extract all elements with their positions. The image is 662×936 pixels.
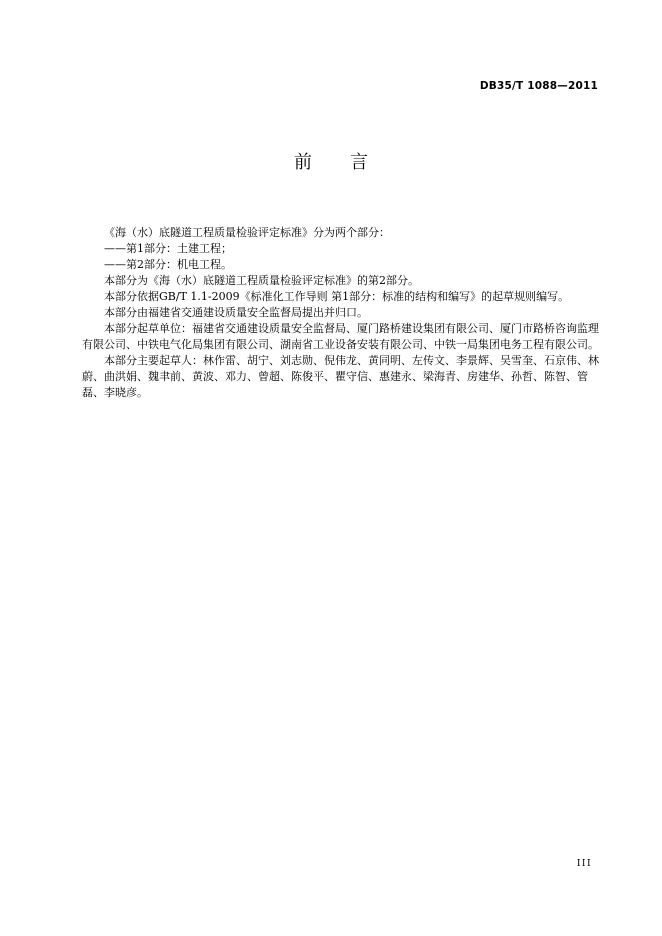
standard-code: DB35/T 1088—2011 <box>479 80 598 92</box>
paragraph-part2: ——第2部分：机电工程。 <box>104 258 232 271</box>
paragraph-drafting-rules: 本部分依据GB/T 1.1-2009《标准化工作导则 第1部分：标准的结构和编写》的起草规则编写。 <box>104 290 570 303</box>
paragraph-proposer: 本部分由福建省交通建设质量安全监督局提出并归口。 <box>104 306 368 319</box>
paragraph-intro: 《海（水）底隧道工程质量检验评定标准》分为两个部分： <box>104 226 390 239</box>
foreword-body <box>82 225 602 401</box>
paragraph-part1: ——第1部分：土建工程； <box>104 242 232 255</box>
paragraph-drafters: 本部分主要起草人：林作雷、胡宁、刘志勋、倪伟龙、黄同明、左传文、李景辉、吴雪奎、石京伟、林蔚、曲洪娟、魏聿前、黄波、邓力、曾超、陈俊平、瞿守信、惠建永、梁海青、房建华、孙哲、陈智、管磊、李晓彦。 <box>82 354 599 399</box>
page-number: III <box>576 859 592 869</box>
paragraph-this-part: 本部分为《海（水）底隧道工程质量检验评定标准》的第2部分。 <box>104 274 419 287</box>
paragraph-drafting-units: 本部分起草单位：福建省交通建设质量安全监督局、厦门路桥建设集团有限公司、厦门市路桥咨询监理有限公司、中铁电气化局集团有限公司、湖南省工业设备安装有限公司、中铁一局集团电务工程有限公司。 <box>82 322 599 351</box>
page-title: 前言 <box>294 152 406 173</box>
